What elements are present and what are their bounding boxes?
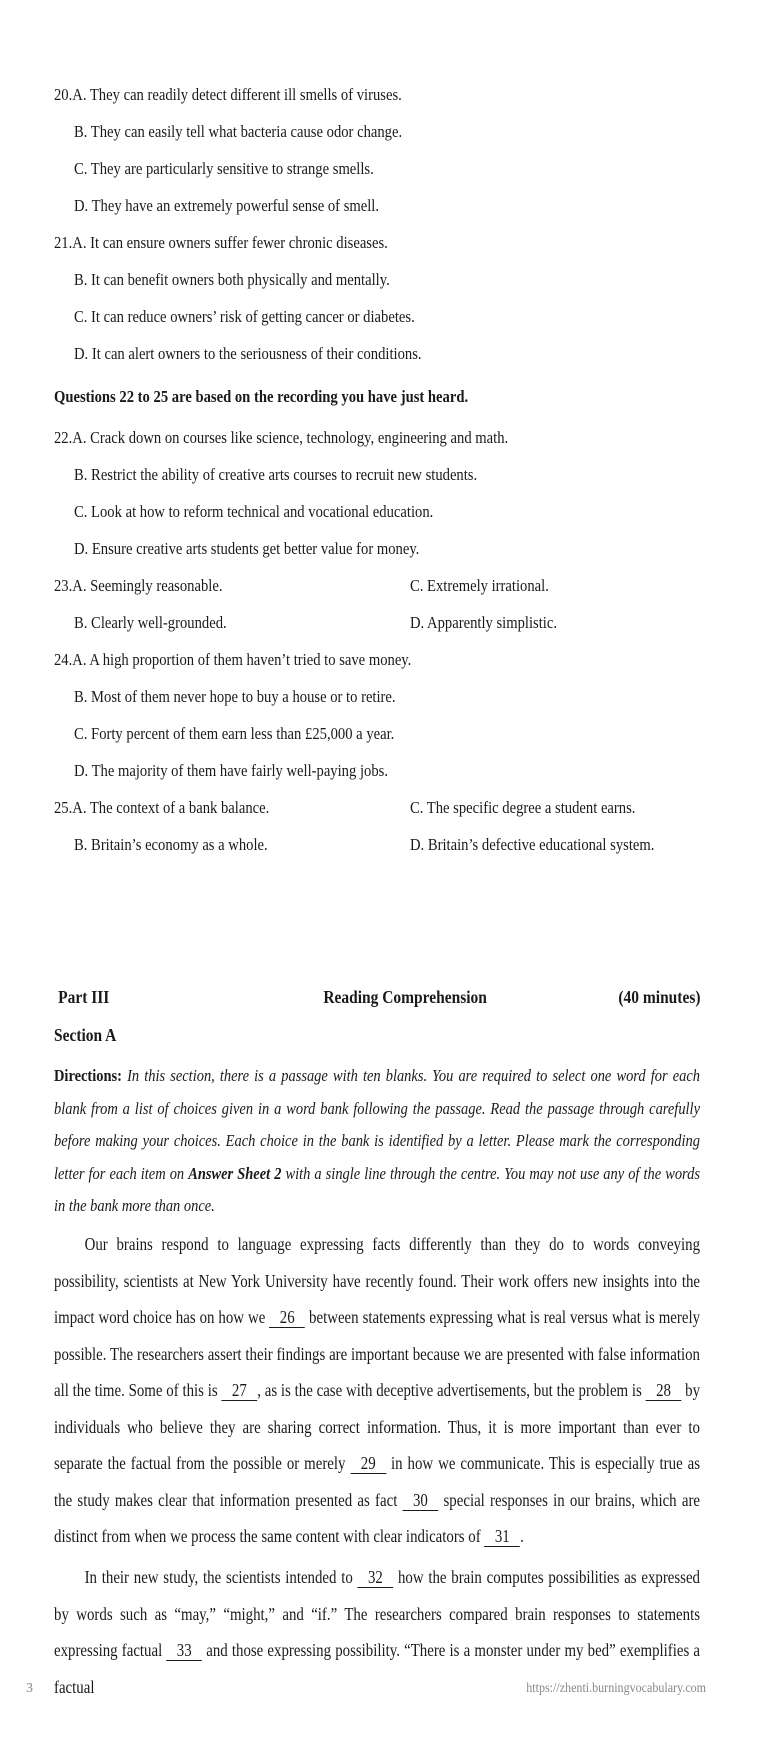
blank-31: 31 (484, 1526, 520, 1547)
q20-option-a: 20.A. They can readily detect different ill smells of viruses. (54, 85, 402, 104)
q20-option-c: C. They are particularly sensitive to strange smells. (74, 159, 374, 178)
q20-option-d: D. They have an extremely powerful sense of smell. (74, 196, 380, 215)
question-number: 21. (54, 233, 73, 252)
part-header (54, 987, 700, 1011)
passage-paragraph-1: Our brains respond to language expressing facts differently than they do to words conveying possibility, scientists at New York University have recently found. Their work offers new insights into the impact word choice has on how we 26 between statements expressing what is real versus what is merely possible. The researchers assert their findings are important because we are presented with false information all the time. Some of this is 27 , as is the case with deceptive advertisements, but the problem is 28 by individuals who believe they are sharing correct information. Thus, it is more important than ever to separate the factual from the possible or merely 29 in how we communicate. This is especially true as the study makes clear that information presented as fact 30 special responses in our brains, which are distinct from when we process the same content with clear indicators of 31 . (54, 1234, 701, 1546)
blank-29: 29 (350, 1453, 386, 1474)
part-time: (40 minutes) (617, 987, 700, 1007)
blank-27: 27 (222, 1380, 258, 1401)
q22-option-c: C. Look at how to reform technical and vocational education. (74, 502, 434, 521)
q25-option-b: B. Britain’s economy as a whole. (74, 835, 268, 854)
q22-option-a: 22.A. Crack down on courses like science, technology, engineering and math. (54, 428, 509, 447)
section-title: Section A (54, 1025, 117, 1045)
q21-option-b: B. It can benefit owners both physically and mentally. (74, 270, 390, 289)
directions (54, 1060, 700, 1223)
q21-option-d: D. It can alert owners to the seriousness of their conditions. (74, 344, 422, 363)
blank-28: 28 (646, 1380, 682, 1401)
q21-option-a: 21.A. It can ensure owners suffer fewer chronic diseases. (54, 233, 388, 252)
directions-text-2: with a single line through the centre. You may not use any of the words in the bank more than once. (54, 1163, 700, 1215)
part-title: Reading Comprehension (323, 987, 487, 1007)
recording-heading: Questions 22 to 25 are based on the recording you have just heard. (54, 387, 469, 406)
q23-option-c: C. Extremely irrational. (410, 576, 549, 595)
blank-32: 32 (358, 1567, 394, 1588)
q23-option-a: 23.A. Seemingly reasonable. (54, 576, 223, 595)
q25-option-d: D. Britain’s defective educational system. (410, 835, 655, 854)
q25-option-a: 25.A. The context of a bank balance. (54, 798, 270, 817)
page-number: 3 (26, 1681, 33, 1696)
blank-33: 33 (166, 1640, 202, 1661)
q24-option-b: B. Most of them never hope to buy a house or to retire. (74, 687, 396, 706)
blank-26: 26 (269, 1307, 305, 1328)
question-number: 20. (54, 85, 73, 104)
part-label: Part III (58, 987, 110, 1007)
passage-paragraph-2: In their new study, the scientists intended to 32 how the brain computes possibilities as expressed by words such as “may,” “might,” and “if.” The researchers compared brain responses to statements expressing factual 33 and those expressing possibility. “There is a monster under my bed” exemplifies a factual (54, 1567, 701, 1697)
directions-text-1: In this section, there is a passage with ten blanks. You are required to select one word for each blank from a list of choices given in a word bank following the passage. Read the passage through carefully before making your choices. Each choice in the bank is identified by a letter. Please mark the corresponding letter for each item on (54, 1066, 700, 1183)
q21-option-c: C. It can reduce owners’ risk of getting cancer or diabetes. (74, 307, 415, 326)
question-number: 25. (54, 798, 73, 817)
q24-option-d: D. The majority of them have fairly well-paying jobs. (74, 761, 388, 780)
q22-option-b: B. Restrict the ability of creative arts courses to recruit new students. (74, 465, 478, 484)
q24-option-a: 24.A. A high proportion of them haven’t tried to save money. (54, 650, 412, 669)
q24-option-c: C. Forty percent of them earn less than £25,000 a year. (74, 724, 395, 743)
directions-lead: Directions: (54, 1066, 122, 1085)
source-url[interactable]: https://zhenti.burningvocabulary.com (526, 1681, 706, 1696)
q23-option-d: D. Apparently simplistic. (410, 613, 558, 632)
blank-30: 30 (403, 1490, 439, 1511)
q20-option-b: B. They can easily tell what bacteria cause odor change. (74, 122, 403, 141)
question-number: 24. (54, 650, 73, 669)
q22-option-d: D. Ensure creative arts students get better value for money. (74, 539, 420, 558)
answer-sheet-label: Answer Sheet 2 (188, 1163, 282, 1183)
q23-option-b: B. Clearly well-grounded. (74, 613, 227, 632)
question-number: 23. (54, 576, 73, 595)
q25-option-c: C. The specific degree a student earns. (410, 798, 636, 817)
question-number: 22. (54, 428, 73, 447)
